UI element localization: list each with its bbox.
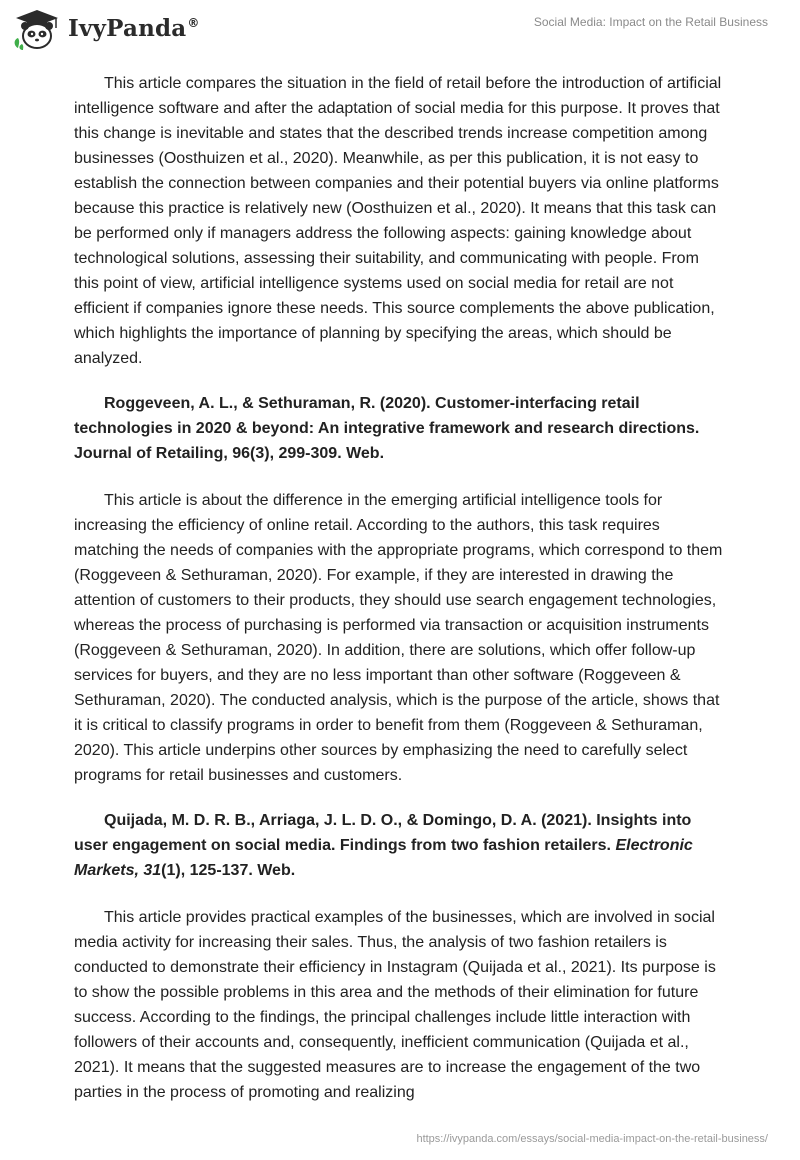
registered-mark: ® bbox=[187, 15, 200, 30]
reference-issue-pages: (1), 125-137. Web. bbox=[161, 862, 296, 879]
ivypanda-logo[interactable] bbox=[12, 8, 200, 50]
reference-entry: Roggeveen, A. L., & Sethuraman, R. (2020). Customer-interfacing retail technologies in 2020 & beyond: An integrative framework and research directions. Journal of Retailing, 96(3), 299-309. Web. bbox=[74, 395, 700, 462]
body-paragraph: This article is about the difference in the emerging artificial intelligence tools for increasing the efficiency of online retail. According to the authors, this task requires matching the needs of companies with the appropriate programs, which correspond to them (Roggeveen & Sethuraman, 2020). For example, if they are interested in drawing the attention of customers to their products, they should use search engagement technologies, whereas the process of purchasing is performed via transaction or acquisition instruments (Roggeveen & Sethuraman, 2020). In addition, there are solutions, which offer follow-up services for buyers, and they are no less important than other software (Roggeveen & Sethuraman, 2020). The conducted analysis, which is the purpose of the article, shows that it is critical to classify programs in order to benefit from them (Roggeveen & Sethuraman, 2020). This article underpins other sources by emphasizing the need to carefully select programs for retail businesses and customers. bbox=[74, 492, 723, 784]
body-paragraph: This article compares the situation in the field of retail before the introduction of artificial intelligence software and after the adaptation of social media for this purpose. It proves that this change is inevitable and states that the described trends increase competition among businesses (Oosthuizen et al., 2020). Meanwhile, as per this publication, it is not easy to establish the connection between companies and their potential buyers via online platforms because this practice is relatively new (Oosthuizen et al., 2020). It means that this task can be performed only if managers address the following aspects: gaining knowledge about technological solutions, assessing their suitability, and communicating with people. From this point of view, artificial intelligence systems used on social media for retail are not efficient if companies ignore these needs. This source complements the above publication, which highlights the importance of planning by specifying the areas, which should be analyzed. bbox=[74, 75, 722, 367]
panda-graduate-icon bbox=[12, 8, 62, 50]
logo-name: IvyPanda bbox=[68, 14, 187, 42]
reference-authors-title: Quijada, M. D. R. B., Arriaga, J. L. D. O., & Domingo, D. A. (2021). Insights into user engagement on social media. Findings from two fashion retailers. bbox=[74, 812, 692, 854]
article-body bbox=[74, 71, 726, 1125]
document-title: Social Media: Impact on the Retail Business bbox=[533, 15, 768, 29]
page-header bbox=[0, 0, 800, 60]
reference-entry bbox=[74, 808, 726, 883]
body-paragraph: This article provides practical examples of the businesses, which are involved in social media activity for increasing their sales. Thus, the analysis of two fashion retailers is conducted to demonstrate their efficiency in Instagram (Quijada et al., 2021). Its purpose is to show the possible problems in this area and the methods of their elimination for future success. According to the findings, the principal challenges include little interaction with followers of their accounts and, consequently, inefficient communication (Quijada et al., 2021). It means that the suggested measures are to increase the engagement of the two parties in the process of promoting and realizing bbox=[74, 909, 716, 1101]
reference-journal: Electronic Markets, 31 bbox=[74, 837, 693, 879]
footer-url[interactable]: https://ivypanda.com/essays/social-media-impact-on-the-retail-business/ bbox=[416, 1133, 768, 1145]
logo-wordmark bbox=[68, 15, 200, 42]
